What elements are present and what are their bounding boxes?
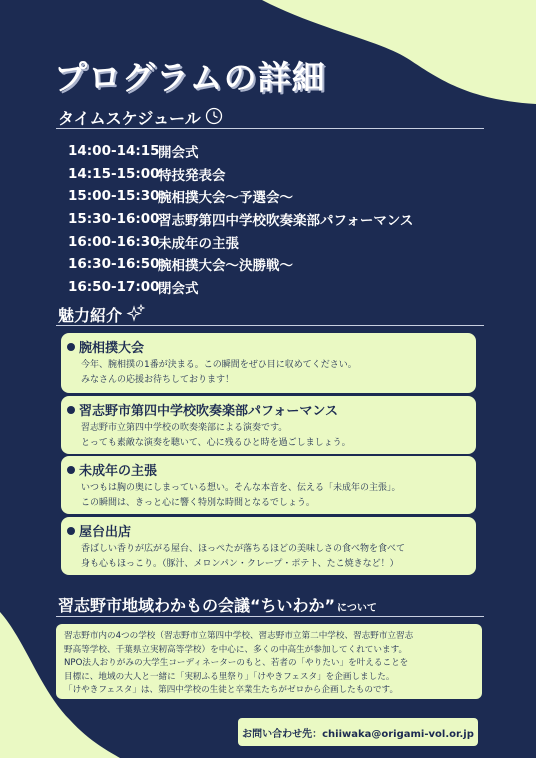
schedule-row (68, 185, 413, 208)
council-divider (56, 616, 484, 617)
schedule-event: 特技発表会 (158, 167, 226, 184)
feature-card-line: この瞬間は、きっと心に響く特別な時間となるでしょう。 (81, 498, 315, 508)
bullet-dot-icon (67, 466, 75, 474)
feature-card (61, 333, 476, 393)
schedule-row (68, 230, 413, 253)
council-heading-suffix: について (337, 603, 377, 614)
schedule-row (68, 208, 413, 231)
council-line: 野高等学校、千葉県立実籾高等学校）を中心に、多くの中高生が参加してくれています。 (64, 644, 408, 655)
schedule-row (68, 140, 413, 163)
schedule-row (68, 253, 413, 276)
schedule-time: 14:00-14:15 (68, 143, 160, 160)
schedule-event: 開会式 (158, 145, 199, 162)
feature-card-body (67, 481, 466, 511)
schedule-event: 閉会式 (158, 280, 199, 297)
council-line: NPO法人おりがみの大学生コーディネーターのもと、若者の「やりたい」を叶えることを (64, 658, 409, 669)
feature-card (61, 396, 476, 454)
schedule-divider (56, 128, 484, 129)
council-line: 目標に、地域の大人と一緒に「実籾ふる里祭り」「けやきフェスタ」を企画しました。 (64, 671, 395, 682)
page-title: プログラムの詳細 (54, 58, 326, 97)
feature-card-title: 未成年の主張 (79, 464, 158, 479)
schedule-event: 未成年の主張 (158, 235, 239, 252)
feature-card-title-row (67, 521, 466, 540)
schedule-time: 16:00-16:30 (68, 233, 160, 250)
schedule-event: 習志野第四中学校吹奏楽部パフォーマンス (158, 213, 414, 230)
feature-card-body (67, 358, 466, 388)
schedule-heading-label: タイムスケジュール (58, 109, 201, 128)
feature-card-title: 腕相撲大会 (79, 341, 145, 356)
schedule-time: 16:30-16:50 (68, 256, 160, 273)
bullet-dot-icon (67, 527, 75, 535)
schedule-event: 腕相撲大会～決勝戦～ (158, 258, 293, 275)
feature-card-line: みなさんの応援お待ちしております！ (81, 375, 235, 385)
feature-card-line: とっても素敵な演奏を聴いて、心に残るひと時を過ごしましょう。 (81, 438, 351, 448)
features-heading (58, 303, 146, 326)
feature-card-line: 習志野市立第四中学校の吹奏楽部による演奏です。 (81, 423, 288, 433)
feature-card-title-row (67, 400, 466, 419)
council-heading (58, 593, 377, 616)
sparkle-icon (126, 304, 146, 326)
schedule-time: 15:00-15:30 (68, 188, 160, 205)
bullet-dot-icon (67, 343, 75, 351)
feature-card-title: 習志野市第四中学校吹奏楽部パフォーマンス (79, 404, 338, 419)
feature-card (61, 456, 476, 514)
bullet-dot-icon (67, 406, 75, 414)
feature-card-line: いつもは胸の奥にしまっている想い。そんな本音を、伝える「未成年の主張」。 (81, 483, 401, 493)
clock-icon (205, 107, 223, 129)
schedule-row (68, 276, 413, 299)
council-line: 習志野市内の4つの学校（習志野市立第四中学校、習志野市立第二中学校、習志野市立習志 (64, 631, 414, 641)
feature-card-title: 屋台出店 (79, 525, 132, 540)
council-description (56, 624, 482, 699)
council-heading-label: 習志野市地域わかもの会議“ちいわか” (58, 596, 336, 615)
feature-card-title-row (67, 460, 466, 479)
schedule-list (68, 140, 413, 298)
schedule-event: 腕相撲大会～予選会～ (158, 190, 293, 207)
feature-card-title-row (67, 337, 466, 356)
feature-card (61, 517, 476, 575)
schedule-time: 16:50-17:00 (68, 278, 160, 295)
feature-card-line: 身も心もほっこり。（豚汁、メロンパン・クレープ・ポテト、たこ焼きなど！） (81, 559, 399, 569)
feature-card-line: 今年、腕相撲の1番が決まる。この瞬間をぜひ目に収めてください。 (81, 360, 357, 370)
schedule-row (68, 163, 413, 186)
schedule-time: 14:15-15:00 (68, 165, 160, 182)
schedule-heading (58, 106, 223, 129)
feature-card-body (67, 542, 466, 572)
feature-card-body (67, 421, 466, 451)
features-heading-label: 魅力紹介 (58, 306, 123, 325)
feature-card-line: 香ばしい香りが広がる屋台、ほっぺたが落ちるほどの美味しさの食べ物を食べて (81, 544, 406, 554)
schedule-time: 15:30-16:00 (68, 211, 160, 228)
contact-info: お問い合わせ先：chiiwaka@origami-vol.or.jp (238, 718, 478, 746)
features-divider (56, 325, 484, 326)
council-line: 「けやきフェスタ」は、第四中学校の生徒と卒業生たちがゼロから企画したものです。 (64, 685, 399, 696)
